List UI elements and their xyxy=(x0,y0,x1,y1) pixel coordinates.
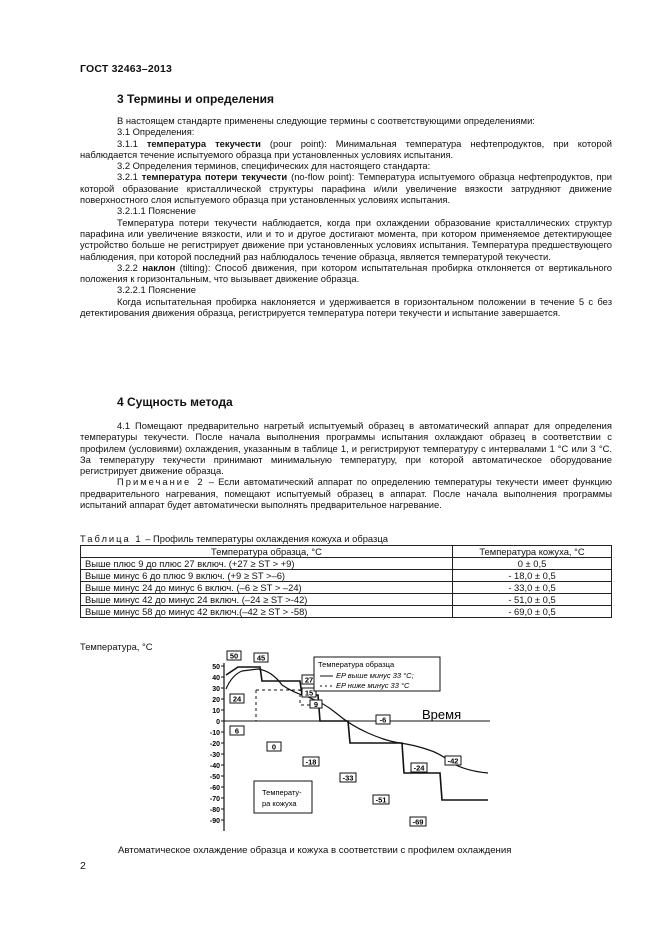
y-tick-label: 30 xyxy=(212,686,220,693)
section-4-body xyxy=(80,420,612,510)
definitions-specific-heading: 3.2 Определения терминов, специфических для настоящего стандарта: xyxy=(117,160,431,172)
value-box-label: 9 xyxy=(313,700,319,709)
value-box-label: -18 xyxy=(305,757,317,767)
definition-3-2-2: 3.2.2 наклон (tilting): Способ движения, при котором испытательная пробирка отклоняется от вертикального положения к горизонтальным, что вызывает движение образца. xyxy=(80,261,613,285)
cooling-profile-table xyxy=(80,545,612,618)
value-box-label: -69 xyxy=(412,817,424,827)
explanation-3-2-2-1: Когда испытательная пробирка наклоняется и удерживается в горизонтальном положении в течение 5 с без детектирования движения образца, регистрируется температура потери текучести и испытание завершается. xyxy=(80,295,612,319)
value-box-label: -51 xyxy=(375,795,387,805)
section-3-body xyxy=(80,115,612,318)
table-row: Выше плюс 9 до плюс 27 включ. (+27 ≥ ST > +9) 0 ± 0,5 xyxy=(81,558,612,570)
table-1-title: Таблица 1 – Профиль температуры охлаждения кожуха и образца xyxy=(80,533,388,544)
column-header-sample-temp: Температура образца, °С xyxy=(81,546,453,558)
page-number: 2 xyxy=(80,860,86,872)
table-row: Выше минус 42 до минус 24 включ. (–24 ≥ ST >-42) - 51,0 ± 0,5 xyxy=(81,594,612,606)
value-box-label: 45 xyxy=(256,653,266,663)
y-tick-label: 10 xyxy=(212,708,220,715)
note-2: Примечание 2 – Если автоматический аппарат по определению температуры текучести имеет функцию предварительного нагревания, помещают испытуемый образец в аппарат. После начала выполнения программы испытаний аппарат будет автоматически выполнять предварительное нагревание. xyxy=(80,476,612,511)
legend-title: Температура образца xyxy=(318,660,395,669)
value-box-label: 50 xyxy=(229,651,239,661)
section-4-heading: 4 Сущность метода xyxy=(117,395,233,409)
legend-line-1: EP выше минус 33 °С; xyxy=(336,671,414,680)
intro-paragraph: В настоящем стандарте применены следующие термины с соответствующими определениями: xyxy=(117,115,535,126)
standard-code: ГОСТ 32463–2013 xyxy=(80,63,173,75)
value-box-label: -24 xyxy=(413,763,425,773)
y-tick-label: 20 xyxy=(212,697,220,704)
table-row: Выше минус 24 до минус 6 включ. (–6 ≥ ST > –24) - 33,0 ± 0,5 xyxy=(81,582,612,594)
figure-y-axis-label: Температура, °С xyxy=(80,641,153,652)
explanation-3-2-2-1-heading: 3.2.2.1 Пояснение xyxy=(117,284,197,296)
legend-line-2: EP ниже минус 33 °С xyxy=(336,681,410,690)
y-tick-label: -10 xyxy=(209,730,220,737)
y-tick-label: -70 xyxy=(209,796,220,803)
y-tick-label: -60 xyxy=(209,785,220,792)
y-tick-label: 0 xyxy=(216,719,220,726)
value-box-label: 24 xyxy=(232,694,242,704)
section-3-heading: 3 Термины и определения xyxy=(117,92,275,106)
value-box-label: -42 xyxy=(447,756,459,766)
y-tick-label: -50 xyxy=(209,774,220,781)
value-box-label: 0 xyxy=(271,742,277,752)
value-box-label: -6 xyxy=(379,715,387,725)
x-axis-label: Время xyxy=(422,707,462,722)
y-tick-label: -40 xyxy=(209,763,220,770)
table-row: Выше минус 6 до плюс 9 включ. (+9 ≥ ST >–6) - 18,0 ± 0,5 xyxy=(81,570,612,582)
y-tick-labels xyxy=(210,664,224,825)
value-box-label: 15 xyxy=(304,688,314,698)
definition-3-1-1: 3.1.1 температура текучести (pour point): Минимальная температура нефтепродуктов, при которой наблюдается течение испытуемого образца при установленных условиях испытания. xyxy=(80,137,613,160)
definitions-heading: 3.1 Определения: xyxy=(117,126,195,138)
jacket-label-line-1: Температу- xyxy=(262,788,302,797)
y-tick-label: -90 xyxy=(209,818,220,825)
column-header-jacket-temp: Температура кожуха, °С xyxy=(453,546,612,558)
table-row: Выше минус 58 до минус 42 включ.(–42 ≥ ST > -58) - 69,0 ± 0,5 xyxy=(81,606,612,618)
y-tick-label: -30 xyxy=(209,752,220,759)
cooling-profile-figure xyxy=(190,645,620,840)
explanation-3-2-1-1-heading: 3.2.1.1 Пояснение xyxy=(117,205,197,217)
value-box-label: -33 xyxy=(342,773,354,783)
value-box-label: 27 xyxy=(304,675,314,685)
value-box-label: 6 xyxy=(234,726,240,736)
y-tick-label: -20 xyxy=(209,741,220,748)
y-tick-label: 40 xyxy=(212,675,220,682)
paragraph-4-1: 4.1 Помещают предварительно нагретый испытуемый образец в автоматический аппарат для определения температуры текучести. После начала выполнения программы испытания охлаждают образец в соответствии с профилем (условиями) охлаждения, указанным в таблице 1, и регистрируют температуру с интервалами 1 °С или 3 °С. За температуру текучести принимают минимальную температуру, при которой автоматическое оборудование регистрирует движение образца. xyxy=(80,420,612,477)
y-tick-label: -80 xyxy=(209,807,220,814)
explanation-3-2-1-1: Температура потери текучести наблюдается, когда при охлаждении образование кристаллических структур парафина или увеличение вязкости, или и то и другое достигают момента, при котором применяемое детектирующее устройство больше не регистрирует движение при установленных условиях испытания. Температура предшествующего наблюдения, при которой последний раз наблюдалось течение образца, является температурой текучести. xyxy=(80,216,612,262)
jacket-label-line-2: ра кожуха xyxy=(262,799,297,808)
definition-3-2-1: 3.2.1 температура потери текучести (no-flow point): Температура испытуемого образца нефтепродуктов, при которой образование кристаллической структуры парафина и/или увеличение вязкости затрудняют движение поверхностного слоя испытуемого образца при установленных условиях испытания. xyxy=(80,171,613,206)
jacket-label-box xyxy=(254,781,312,813)
figure-caption: Автоматическое охлаждение образца и кожуха в соответствии с профилем охлаждения xyxy=(118,845,512,856)
y-tick-label: 50 xyxy=(212,664,220,671)
